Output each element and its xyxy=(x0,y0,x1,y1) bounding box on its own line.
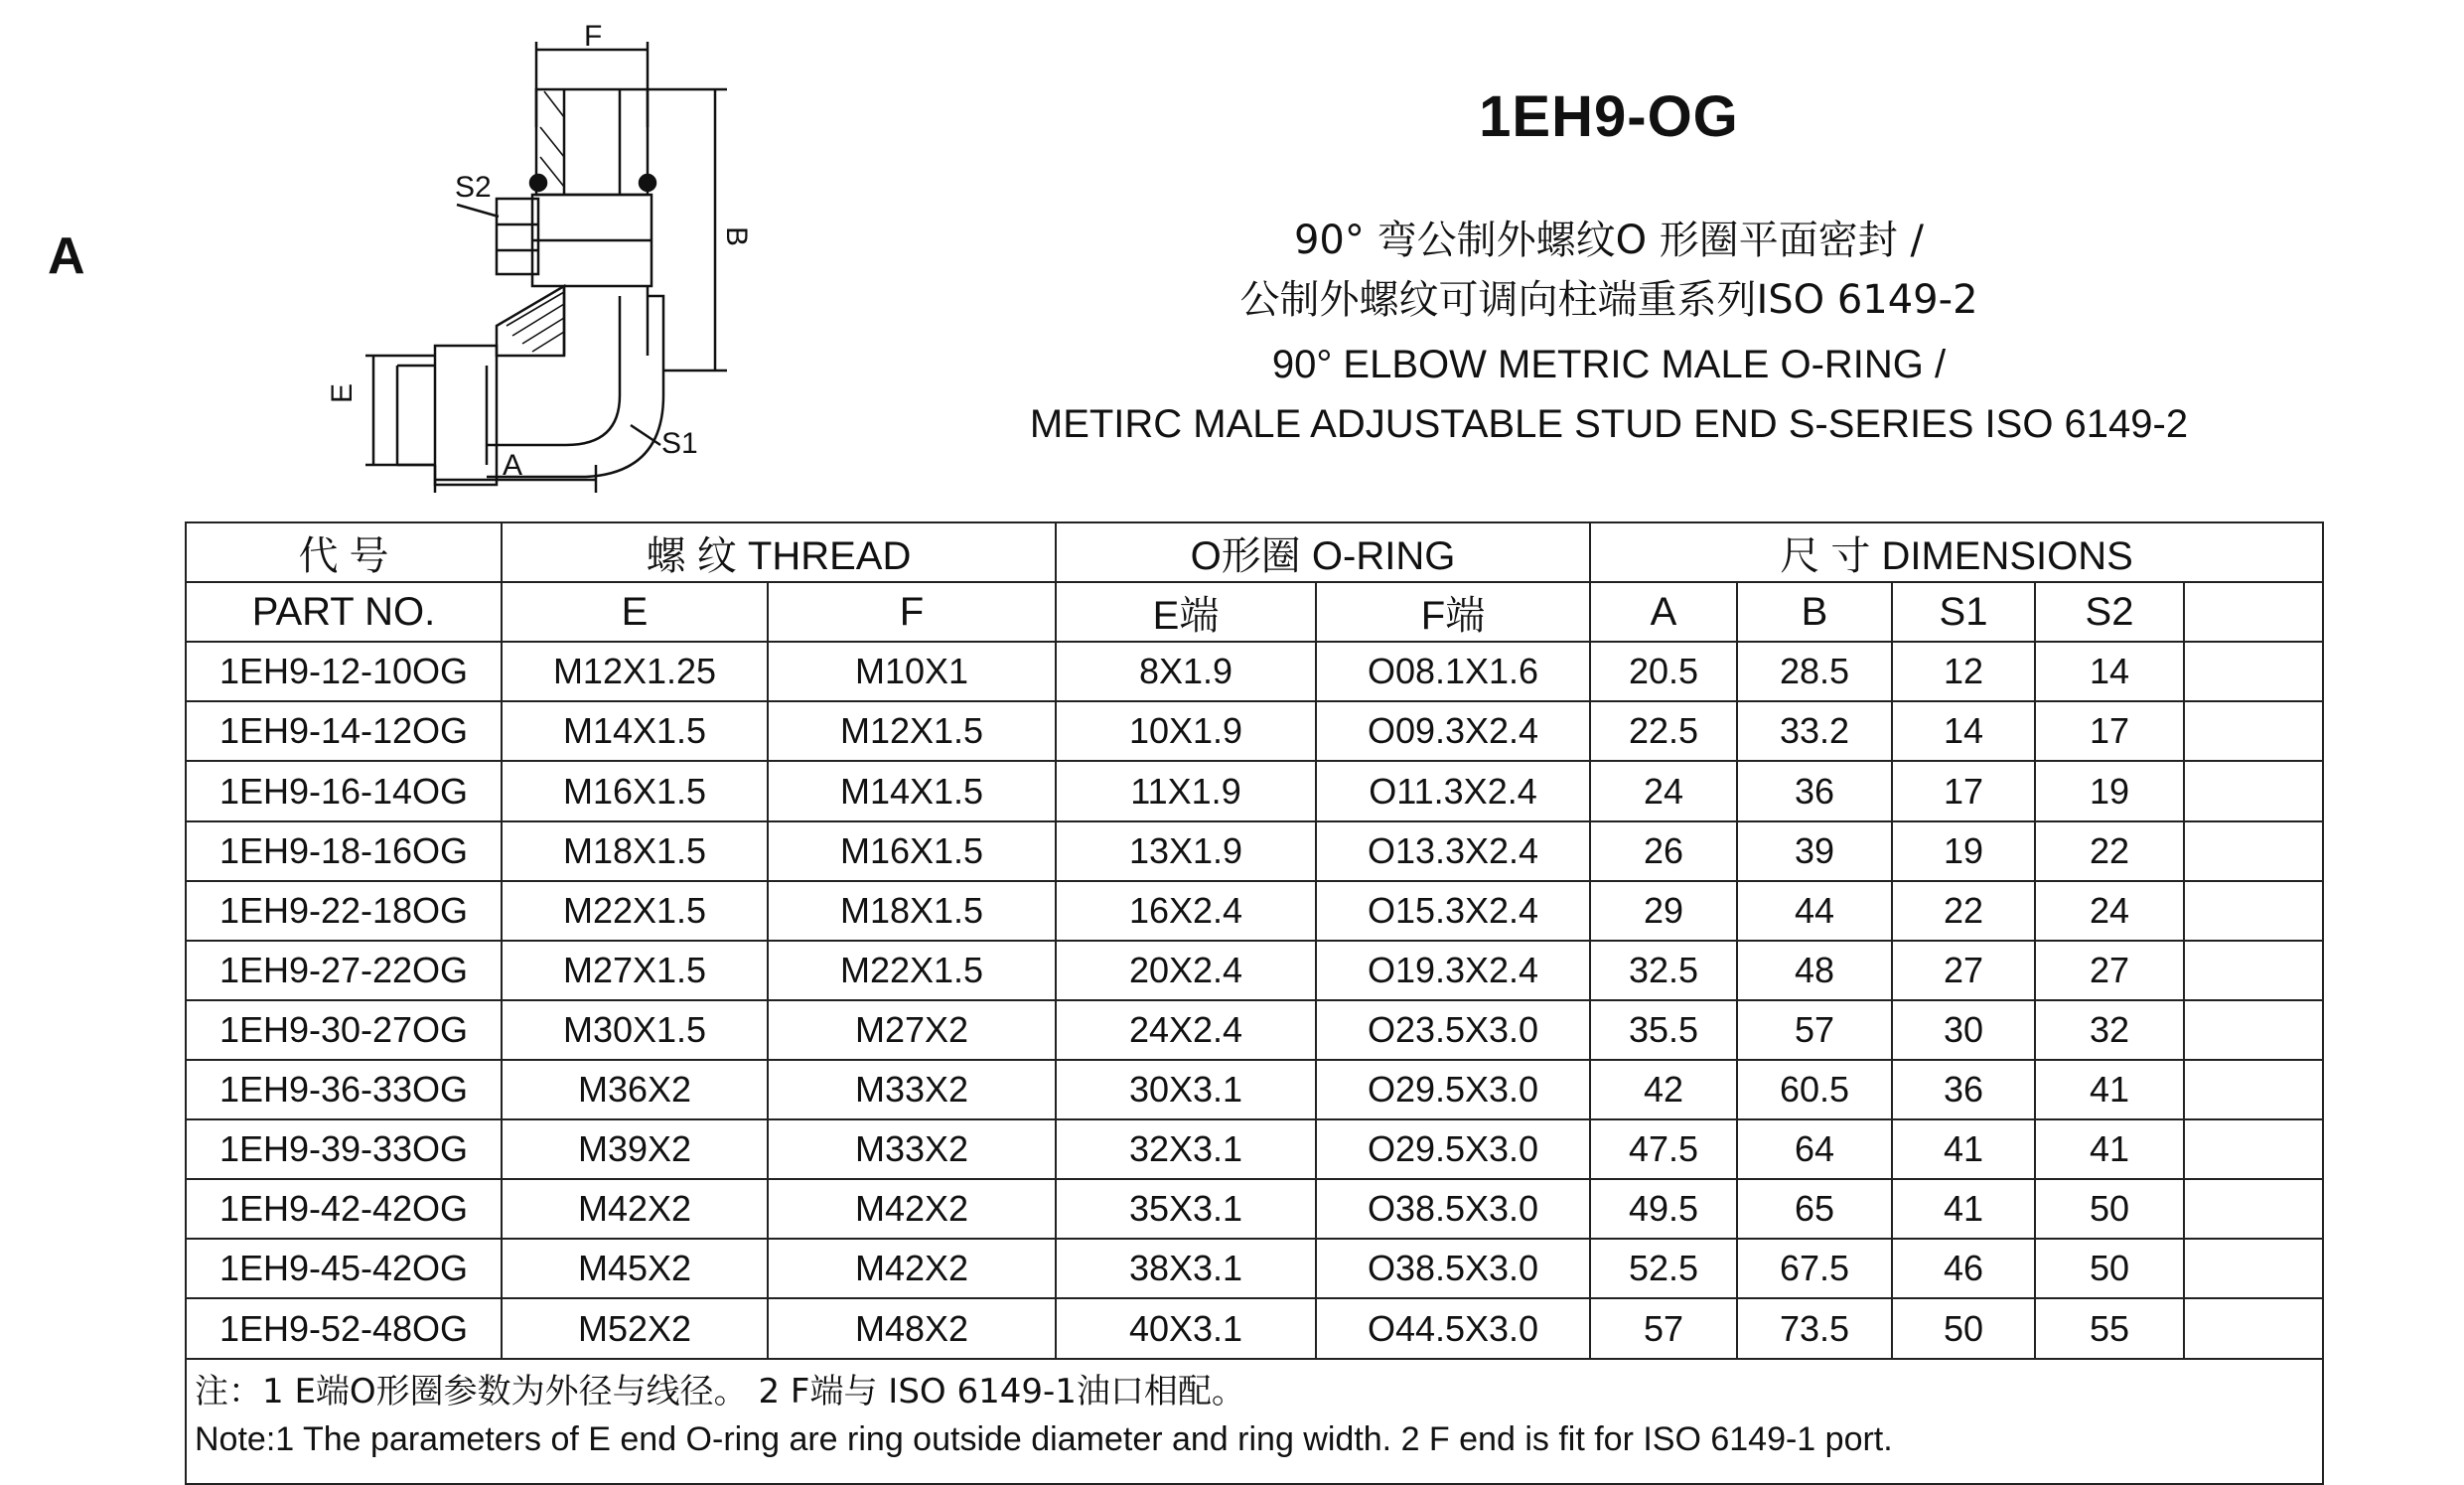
cell-part-no: 1EH9-14-12OG xyxy=(186,701,502,761)
cell-dim-a: 20.5 xyxy=(1590,642,1737,701)
header-s1: S1 xyxy=(1892,582,2035,642)
cell-dim-b: 57 xyxy=(1737,1000,1892,1060)
table-row xyxy=(186,821,2323,881)
cell-oring-f: O11.3X2.4 xyxy=(1316,761,1590,820)
cell-thread-f: M10X1 xyxy=(768,642,1056,701)
cell-part-no: 1EH9-30-27OG xyxy=(186,1000,502,1060)
cell-thread-e: M42X2 xyxy=(502,1179,768,1239)
cell-dim-s2: 55 xyxy=(2035,1298,2184,1358)
header-s2: S2 xyxy=(2035,582,2184,642)
table-row xyxy=(186,1060,2323,1119)
cell-dim-s1: 27 xyxy=(1892,941,2035,1000)
cell-dim-b: 67.5 xyxy=(1737,1239,1892,1298)
cell-empty xyxy=(2184,1179,2323,1239)
cell-oring-f: O08.1X1.6 xyxy=(1316,642,1590,701)
table-header-col-row xyxy=(186,582,2323,642)
cell-dim-s1: 50 xyxy=(1892,1298,2035,1358)
cell-dim-s2: 41 xyxy=(2035,1119,2184,1179)
elbow-fitting-drawing xyxy=(326,20,755,495)
cell-part-no: 1EH9-16-14OG xyxy=(186,761,502,820)
cell-thread-e: M14X1.5 xyxy=(502,701,768,761)
cell-dim-s1: 36 xyxy=(1892,1060,2035,1119)
drawing-label-s1: S1 xyxy=(661,427,698,460)
cell-dim-b: 60.5 xyxy=(1737,1060,1892,1119)
cell-dim-a: 24 xyxy=(1590,761,1737,820)
cell-oring-e: 24X2.4 xyxy=(1056,1000,1316,1060)
cell-empty xyxy=(2184,642,2323,701)
cell-oring-e: 8X1.9 xyxy=(1056,642,1316,701)
subtitle-cn-line-1: 90° 弯公制外螺纹O 形圈平面密封 / xyxy=(1293,218,1924,263)
cell-thread-e: M16X1.5 xyxy=(502,761,768,820)
cell-dim-s1: 30 xyxy=(1892,1000,2035,1060)
cell-empty xyxy=(2184,881,2323,941)
drawing-label-b: B xyxy=(720,226,753,247)
cell-thread-f: M33X2 xyxy=(768,1119,1056,1179)
cell-dim-s1: 14 xyxy=(1892,701,2035,761)
drawing-label-f: F xyxy=(584,20,603,53)
cell-dim-s1: 22 xyxy=(1892,881,2035,941)
cell-dim-a: 26 xyxy=(1590,821,1737,881)
cell-thread-e: M12X1.25 xyxy=(502,642,768,701)
cell-oring-f: O13.3X2.4 xyxy=(1316,821,1590,881)
cell-oring-f: O09.3X2.4 xyxy=(1316,701,1590,761)
cell-thread-f: M48X2 xyxy=(768,1298,1056,1358)
header-b: B xyxy=(1737,582,1892,642)
cell-dim-a: 47.5 xyxy=(1590,1119,1737,1179)
header-part-en: PART NO. xyxy=(186,582,502,642)
cell-part-no: 1EH9-22-18OG xyxy=(186,881,502,941)
cell-thread-e: M39X2 xyxy=(502,1119,768,1179)
cell-empty xyxy=(2184,941,2323,1000)
cell-oring-e: 11X1.9 xyxy=(1056,761,1316,820)
drawing-label-a: A xyxy=(503,449,523,482)
header-oring-f: F端 xyxy=(1316,582,1590,642)
cell-dim-s1: 46 xyxy=(1892,1239,2035,1298)
header-empty xyxy=(2184,582,2323,642)
cell-dim-s2: 22 xyxy=(2035,821,2184,881)
cell-dim-s1: 19 xyxy=(1892,821,2035,881)
cell-dim-s2: 14 xyxy=(2035,642,2184,701)
cell-thread-f: M42X2 xyxy=(768,1179,1056,1239)
cell-thread-f: M33X2 xyxy=(768,1060,1056,1119)
cell-dim-s1: 17 xyxy=(1892,761,2035,820)
cell-part-no: 1EH9-12-10OG xyxy=(186,642,502,701)
table-row xyxy=(186,1298,2323,1358)
cell-dim-s2: 32 xyxy=(2035,1000,2184,1060)
cell-thread-e: M27X1.5 xyxy=(502,941,768,1000)
table-row xyxy=(186,941,2323,1000)
cell-dim-b: 28.5 xyxy=(1737,642,1892,701)
cell-dim-s2: 27 xyxy=(2035,941,2184,1000)
cell-dim-a: 42 xyxy=(1590,1060,1737,1119)
cell-dim-s1: 41 xyxy=(1892,1179,2035,1239)
subtitle-en-line-1: 90° ELBOW METRIC MALE O-RING / xyxy=(1271,343,1947,386)
cell-oring-e: 32X3.1 xyxy=(1056,1119,1316,1179)
cell-thread-f: M18X1.5 xyxy=(768,881,1056,941)
cell-dim-b: 39 xyxy=(1737,821,1892,881)
header-thread-e: E xyxy=(502,582,768,642)
cell-part-no: 1EH9-42-42OG xyxy=(186,1179,502,1239)
cell-empty xyxy=(2184,1298,2323,1358)
subtitle-en-line-2: METIRC MALE ADJUSTABLE STUD END S-SERIES ISO 6149-2 xyxy=(1029,402,2189,446)
table-row xyxy=(186,1239,2323,1298)
note-cn: 注：1 E端O形圈参数为外径与线径。 2 F端与 ISO 6149-1油口相配。 xyxy=(195,1371,1245,1411)
header-dimensions: 尺 寸 DIMENSIONS xyxy=(1590,522,2323,582)
cell-dim-a: 29 xyxy=(1590,881,1737,941)
header-a: A xyxy=(1590,582,1737,642)
cell-thread-f: M12X1.5 xyxy=(768,701,1056,761)
cell-oring-e: 35X3.1 xyxy=(1056,1179,1316,1239)
cell-dim-b: 48 xyxy=(1737,941,1892,1000)
header-part-cn: 代 号 xyxy=(186,522,502,582)
header-oring-e: E端 xyxy=(1056,582,1316,642)
cell-dim-s1: 12 xyxy=(1892,642,2035,701)
cell-dim-s2: 41 xyxy=(2035,1060,2184,1119)
cell-oring-f: O19.3X2.4 xyxy=(1316,941,1590,1000)
cell-dim-a: 32.5 xyxy=(1590,941,1737,1000)
cell-empty xyxy=(2184,821,2323,881)
cell-empty xyxy=(2184,1119,2323,1179)
cell-dim-b: 73.5 xyxy=(1737,1298,1892,1358)
section-letter: A xyxy=(48,227,85,285)
cell-oring-f: O44.5X3.0 xyxy=(1316,1298,1590,1358)
header-oring: O形圈 O-RING xyxy=(1056,522,1590,582)
cell-thread-f: M27X2 xyxy=(768,1000,1056,1060)
table-row xyxy=(186,761,2323,820)
cell-dim-a: 49.5 xyxy=(1590,1179,1737,1239)
cell-oring-e: 10X1.9 xyxy=(1056,701,1316,761)
cell-dim-a: 52.5 xyxy=(1590,1239,1737,1298)
cell-oring-f: O15.3X2.4 xyxy=(1316,881,1590,941)
cell-oring-e: 13X1.9 xyxy=(1056,821,1316,881)
cell-dim-s2: 17 xyxy=(2035,701,2184,761)
header-thread-f: F xyxy=(768,582,1056,642)
cell-thread-e: M18X1.5 xyxy=(502,821,768,881)
cell-oring-f: O29.5X3.0 xyxy=(1316,1119,1590,1179)
cell-part-no: 1EH9-45-42OG xyxy=(186,1239,502,1298)
cell-part-no: 1EH9-39-33OG xyxy=(186,1119,502,1179)
cell-part-no: 1EH9-27-22OG xyxy=(186,941,502,1000)
cell-thread-e: M52X2 xyxy=(502,1298,768,1358)
cell-part-no: 1EH9-52-48OG xyxy=(186,1298,502,1358)
drawing-label-s2: S2 xyxy=(455,171,492,204)
cell-dim-b: 33.2 xyxy=(1737,701,1892,761)
cell-dim-b: 44 xyxy=(1737,881,1892,941)
subtitle-cn-line-2: 公制外螺纹可调向柱端重系列ISO 6149-2 xyxy=(1239,277,1978,323)
cell-empty xyxy=(2184,1060,2323,1119)
cell-empty xyxy=(2184,1000,2323,1060)
spec-table xyxy=(185,521,2324,1485)
cell-part-no: 1EH9-18-16OG xyxy=(186,821,502,881)
cell-oring-f: O29.5X3.0 xyxy=(1316,1060,1590,1119)
cell-dim-a: 57 xyxy=(1590,1298,1737,1358)
cell-thread-e: M45X2 xyxy=(502,1239,768,1298)
cell-oring-e: 30X3.1 xyxy=(1056,1060,1316,1119)
cell-dim-s2: 50 xyxy=(2035,1239,2184,1298)
cell-dim-s2: 24 xyxy=(2035,881,2184,941)
cell-thread-f: M42X2 xyxy=(768,1239,1056,1298)
cell-dim-a: 22.5 xyxy=(1590,701,1737,761)
cell-dim-b: 64 xyxy=(1737,1119,1892,1179)
cell-empty xyxy=(2184,1239,2323,1298)
table-row xyxy=(186,1179,2323,1239)
table-row xyxy=(186,1000,2323,1060)
cell-oring-e: 20X2.4 xyxy=(1056,941,1316,1000)
cell-empty xyxy=(2184,761,2323,820)
table-row xyxy=(186,642,2323,701)
table-note xyxy=(186,1359,2323,1484)
cell-empty xyxy=(2184,701,2323,761)
cell-thread-f: M14X1.5 xyxy=(768,761,1056,820)
table-body xyxy=(186,642,2323,1358)
note-en: Note:1 The parameters of E end O-ring are ring outside diameter and ring width. 2 F end is fit for ISO 6149-1 port. xyxy=(195,1419,1893,1458)
table-note-row xyxy=(186,1359,2323,1484)
page-title: 1EH9-OG xyxy=(1479,84,1739,149)
cell-thread-e: M36X2 xyxy=(502,1060,768,1119)
cell-thread-e: M22X1.5 xyxy=(502,881,768,941)
cell-dim-a: 35.5 xyxy=(1590,1000,1737,1060)
cell-oring-f: O23.5X3.0 xyxy=(1316,1000,1590,1060)
cell-dim-s1: 41 xyxy=(1892,1119,2035,1179)
cell-thread-e: M30X1.5 xyxy=(502,1000,768,1060)
cell-dim-b: 65 xyxy=(1737,1179,1892,1239)
cell-oring-e: 40X3.1 xyxy=(1056,1298,1316,1358)
cell-oring-e: 16X2.4 xyxy=(1056,881,1316,941)
cell-oring-e: 38X3.1 xyxy=(1056,1239,1316,1298)
table-row xyxy=(186,701,2323,761)
drawing-label-e: E xyxy=(326,382,359,403)
cell-dim-s2: 19 xyxy=(2035,761,2184,820)
cell-dim-s2: 50 xyxy=(2035,1179,2184,1239)
table-row xyxy=(186,1119,2323,1179)
table-row xyxy=(186,881,2323,941)
cell-dim-b: 36 xyxy=(1737,761,1892,820)
cell-oring-f: O38.5X3.0 xyxy=(1316,1239,1590,1298)
cell-thread-f: M16X1.5 xyxy=(768,821,1056,881)
cell-part-no: 1EH9-36-33OG xyxy=(186,1060,502,1119)
header-thread: 螺 纹 THREAD xyxy=(502,522,1056,582)
cell-oring-f: O38.5X3.0 xyxy=(1316,1179,1590,1239)
cell-thread-f: M22X1.5 xyxy=(768,941,1056,1000)
table-header-group-row xyxy=(186,522,2323,582)
